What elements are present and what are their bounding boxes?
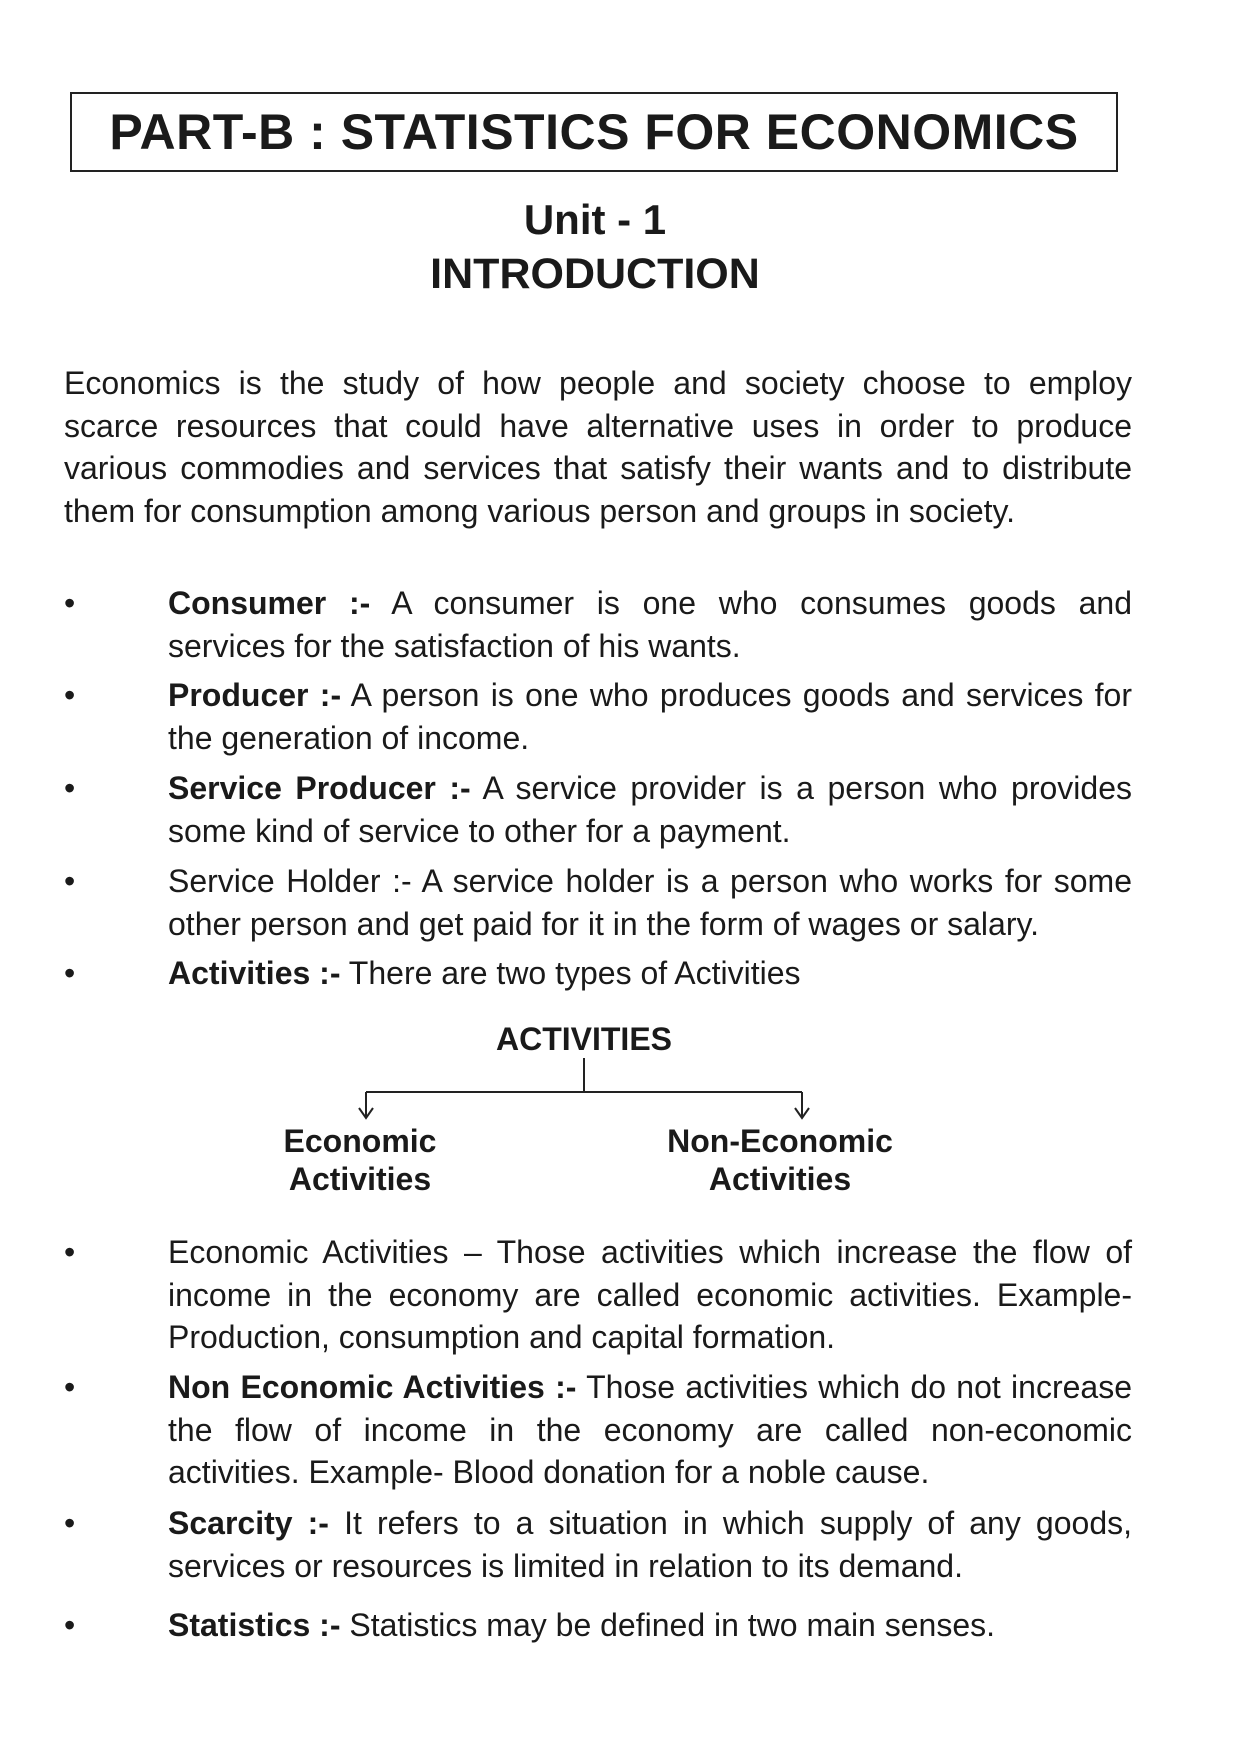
bullet-term: Scarcity :-	[168, 1505, 329, 1541]
diagram-left-label	[210, 1122, 510, 1198]
bullet-text: A person is one who produces goods and services for the generation of income.	[168, 677, 1133, 756]
bullet-text: A service provider is a person who provides some kind of service to other for a payment.	[168, 770, 1133, 849]
bullet-producer	[64, 674, 1132, 759]
bullet-text: Economic Activities – Those activities which increase the flow of income in the economy are called economic activities. Example- Production, consumption and capital formation.	[168, 1234, 1132, 1355]
bullet-text: It refers to a situation in which supply of any goods, services or resources is limited in relation to its demand.	[168, 1505, 1133, 1584]
bullet-dot: •	[64, 1369, 76, 1405]
activities-diagram	[0, 1020, 1240, 1225]
bullet-dot: •	[64, 1505, 76, 1541]
bullet-term: Activities :-	[168, 955, 341, 991]
bullet-dot: •	[64, 585, 76, 621]
bullet-dot: •	[64, 955, 76, 991]
bullet-statistics	[64, 1604, 1132, 1647]
intro-paragraph: Economics is the study of how people and society choose to employ scarce resources that could have alternative uses in order to produce various commodies and services that satisfy their wants and to distribute them for consumption among various person and groups in society.	[64, 365, 1132, 529]
bullet-service-holder	[64, 860, 1132, 945]
bullet-economic-activities	[64, 1231, 1132, 1359]
unit-heading: Unit - 1	[523, 196, 667, 243]
bullet-dot: •	[64, 770, 76, 806]
diagram-right-label	[630, 1122, 930, 1198]
bullet-term: Producer :-	[168, 677, 342, 713]
diagram-right-line1: Non-Economic	[667, 1123, 893, 1159]
diagram-left-line2: Activities	[288, 1161, 432, 1197]
bullet-service-producer	[64, 767, 1132, 852]
bullet-text: Service Holder :- A service holder is a person who works for some other person and get paid for it in the form of wages or salary.	[168, 863, 1132, 942]
bullet-non-economic-activities	[64, 1366, 1132, 1494]
bullet-dot: •	[64, 1234, 76, 1270]
bullet-text: Statistics may be defined in two main senses.	[340, 1607, 996, 1643]
bullet-dot: •	[64, 677, 76, 713]
bullet-term: Statistics :-	[168, 1607, 341, 1643]
diagram-root-label: ACTIVITIES	[495, 1021, 672, 1057]
part-title-box	[70, 92, 1118, 172]
bullet-term: Service Producer :-	[168, 770, 471, 806]
bullet-consumer	[64, 582, 1132, 667]
diagram-right-line2: Activities	[708, 1161, 852, 1197]
bullet-term: Consumer :-	[168, 585, 371, 621]
bullet-activities	[64, 952, 1132, 995]
part-title: PART-B : STATISTICS FOR ECONOMICS	[109, 104, 1079, 160]
bullet-dot: •	[64, 1607, 76, 1643]
bullet-scarcity	[64, 1502, 1132, 1587]
bullet-dot: •	[64, 863, 76, 899]
chapter-heading: INTRODUCTION	[430, 250, 760, 298]
diagram-left-line1: Economic	[283, 1123, 437, 1159]
bullet-text: There are two types of Activities	[340, 955, 801, 991]
bullet-term: Non Economic Activities :-	[168, 1369, 577, 1405]
bullet-text: Those activities which do not increase the flow of income in the economy are called non-economic activities. Example- Blood donation for a noble cause.	[168, 1369, 1133, 1490]
bullet-text: A consumer is one who consumes goods and services for the satisfaction of his wants.	[168, 585, 1133, 664]
